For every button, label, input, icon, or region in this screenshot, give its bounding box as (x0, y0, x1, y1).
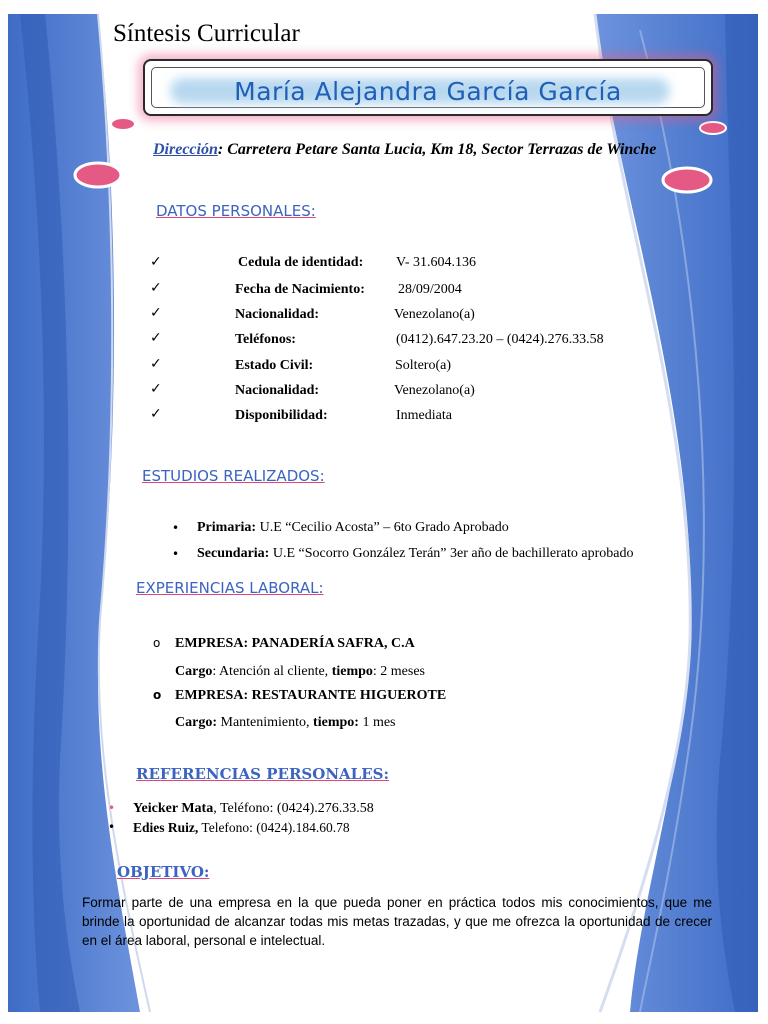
study-line (197, 520, 509, 536)
reference-phone: Telefono: (0424).184.60.78 (198, 820, 350, 835)
check-icon: ✓ (150, 305, 162, 321)
study-detail: U.E “Socorro González Terán” 3er año de bachillerato aprobado (269, 546, 634, 561)
bullet-icon: • (108, 801, 116, 815)
check-icon: ✓ (150, 381, 162, 397)
section-studies-heading-text: ESTUDIOS REALIZADOS: (142, 467, 325, 485)
cargo-label: Cargo: (175, 715, 217, 730)
section-objective-heading (117, 863, 209, 881)
check-icon: ✓ (150, 406, 162, 422)
company-name: EMPRESA: RESTAURANTE HIGUEROTE (175, 688, 447, 703)
study-line (197, 546, 634, 562)
tiempo-label: tiempo (331, 664, 373, 679)
cargo-value: Mantenimiento, (217, 715, 314, 730)
study-detail: U.E “Cecilio Acosta” – 6to Grado Aprobado (256, 520, 509, 535)
personal-row-value: Venezolano(a) (394, 383, 475, 398)
reference-line (133, 820, 350, 836)
cargo-label: Cargo (175, 664, 213, 679)
section-studies-heading (142, 467, 325, 485)
job-detail (175, 664, 425, 680)
reference-phone: , Teléfono: (0424).276.33.58 (213, 801, 374, 816)
reference-name: Edies Ruiz, (133, 820, 199, 835)
pink-dot (700, 122, 726, 134)
check-icon: ✓ (150, 280, 162, 296)
personal-row-value: Soltero(a) (395, 358, 451, 373)
personal-row-value: 28/09/2004 (398, 282, 462, 297)
bullet-icon: • (108, 820, 116, 834)
address-line (153, 141, 656, 159)
address-label: Dirección (153, 141, 218, 158)
address-value: : Carretera Petare Santa Lucia, Km 18, Sector Terrazas de Winche (217, 141, 657, 158)
company-name: EMPRESA: PANADERÍA SAFRA, C.A (175, 636, 415, 651)
tiempo-value: : 2 meses (372, 664, 426, 679)
section-references-heading (136, 765, 389, 783)
check-icon: ✓ (150, 356, 162, 372)
section-objective-heading-text: OBJETIVO: (117, 863, 210, 881)
candidate-name: María Alejandra García García (234, 77, 622, 106)
section-experience-heading-text: EXPERIENCIAS LABORAL: (136, 579, 324, 597)
personal-row-label: Teléfonos: (235, 332, 296, 347)
section-personal-heading-text: DATOS PERSONALES: (156, 202, 316, 220)
objective-text: Formar parte de una empresa en la que pueda poner en práctica todos mis conocimientos, que me brinde la oportunidad de alcanzar todas mis metas trazadas, y que me ofrezca la oportunidad de crecer en el área laboral, personal e intelectual. (82, 895, 712, 948)
study-level: Secundaria: (197, 546, 270, 561)
study-level: Primaria: (197, 520, 257, 535)
cargo-value: : Atención al cliente, (212, 664, 332, 679)
personal-row-value: Venezolano(a) (394, 307, 475, 322)
personal-row-label: Cedula de identidad: (238, 255, 364, 270)
job-detail (175, 715, 396, 731)
personal-row-label: Disponibilidad: (235, 408, 328, 423)
pink-dot (111, 118, 135, 130)
pink-dot (75, 163, 121, 187)
personal-row-value: Inmediata (396, 408, 452, 423)
section-personal-heading (156, 202, 316, 220)
tiempo-value: 1 mes (358, 715, 396, 730)
check-icon: ✓ (150, 330, 162, 346)
personal-row-value: V- 31.604.136 (396, 255, 476, 270)
reference-name: Yeicker Mata (133, 801, 214, 816)
check-icon: ✓ (150, 254, 162, 270)
circle-bullet-icon: o (153, 636, 161, 650)
tiempo-label: tiempo: (313, 715, 359, 730)
section-references-heading-text: REFERENCIAS PERSONALES: (136, 765, 390, 783)
bullet-icon: • (172, 521, 180, 535)
name-banner (143, 59, 713, 116)
personal-row-label: Nacionalidad: (235, 383, 320, 398)
personal-row-value: (0412).647.23.20 – (0424).276.33.58 (396, 332, 604, 347)
circle-bullet-icon: o (153, 688, 162, 702)
personal-row-label: Fecha de Nacimiento: (235, 282, 365, 297)
pink-dot (663, 168, 711, 192)
section-experience-heading (136, 579, 324, 597)
personal-row-label: Estado Civil: (235, 358, 314, 373)
personal-row-label: Nacionalidad: (235, 307, 320, 322)
page-title: Síntesis Curricular (113, 20, 300, 47)
name-banner-inner (151, 67, 705, 108)
reference-line (133, 801, 374, 817)
bullet-icon: • (172, 547, 180, 561)
